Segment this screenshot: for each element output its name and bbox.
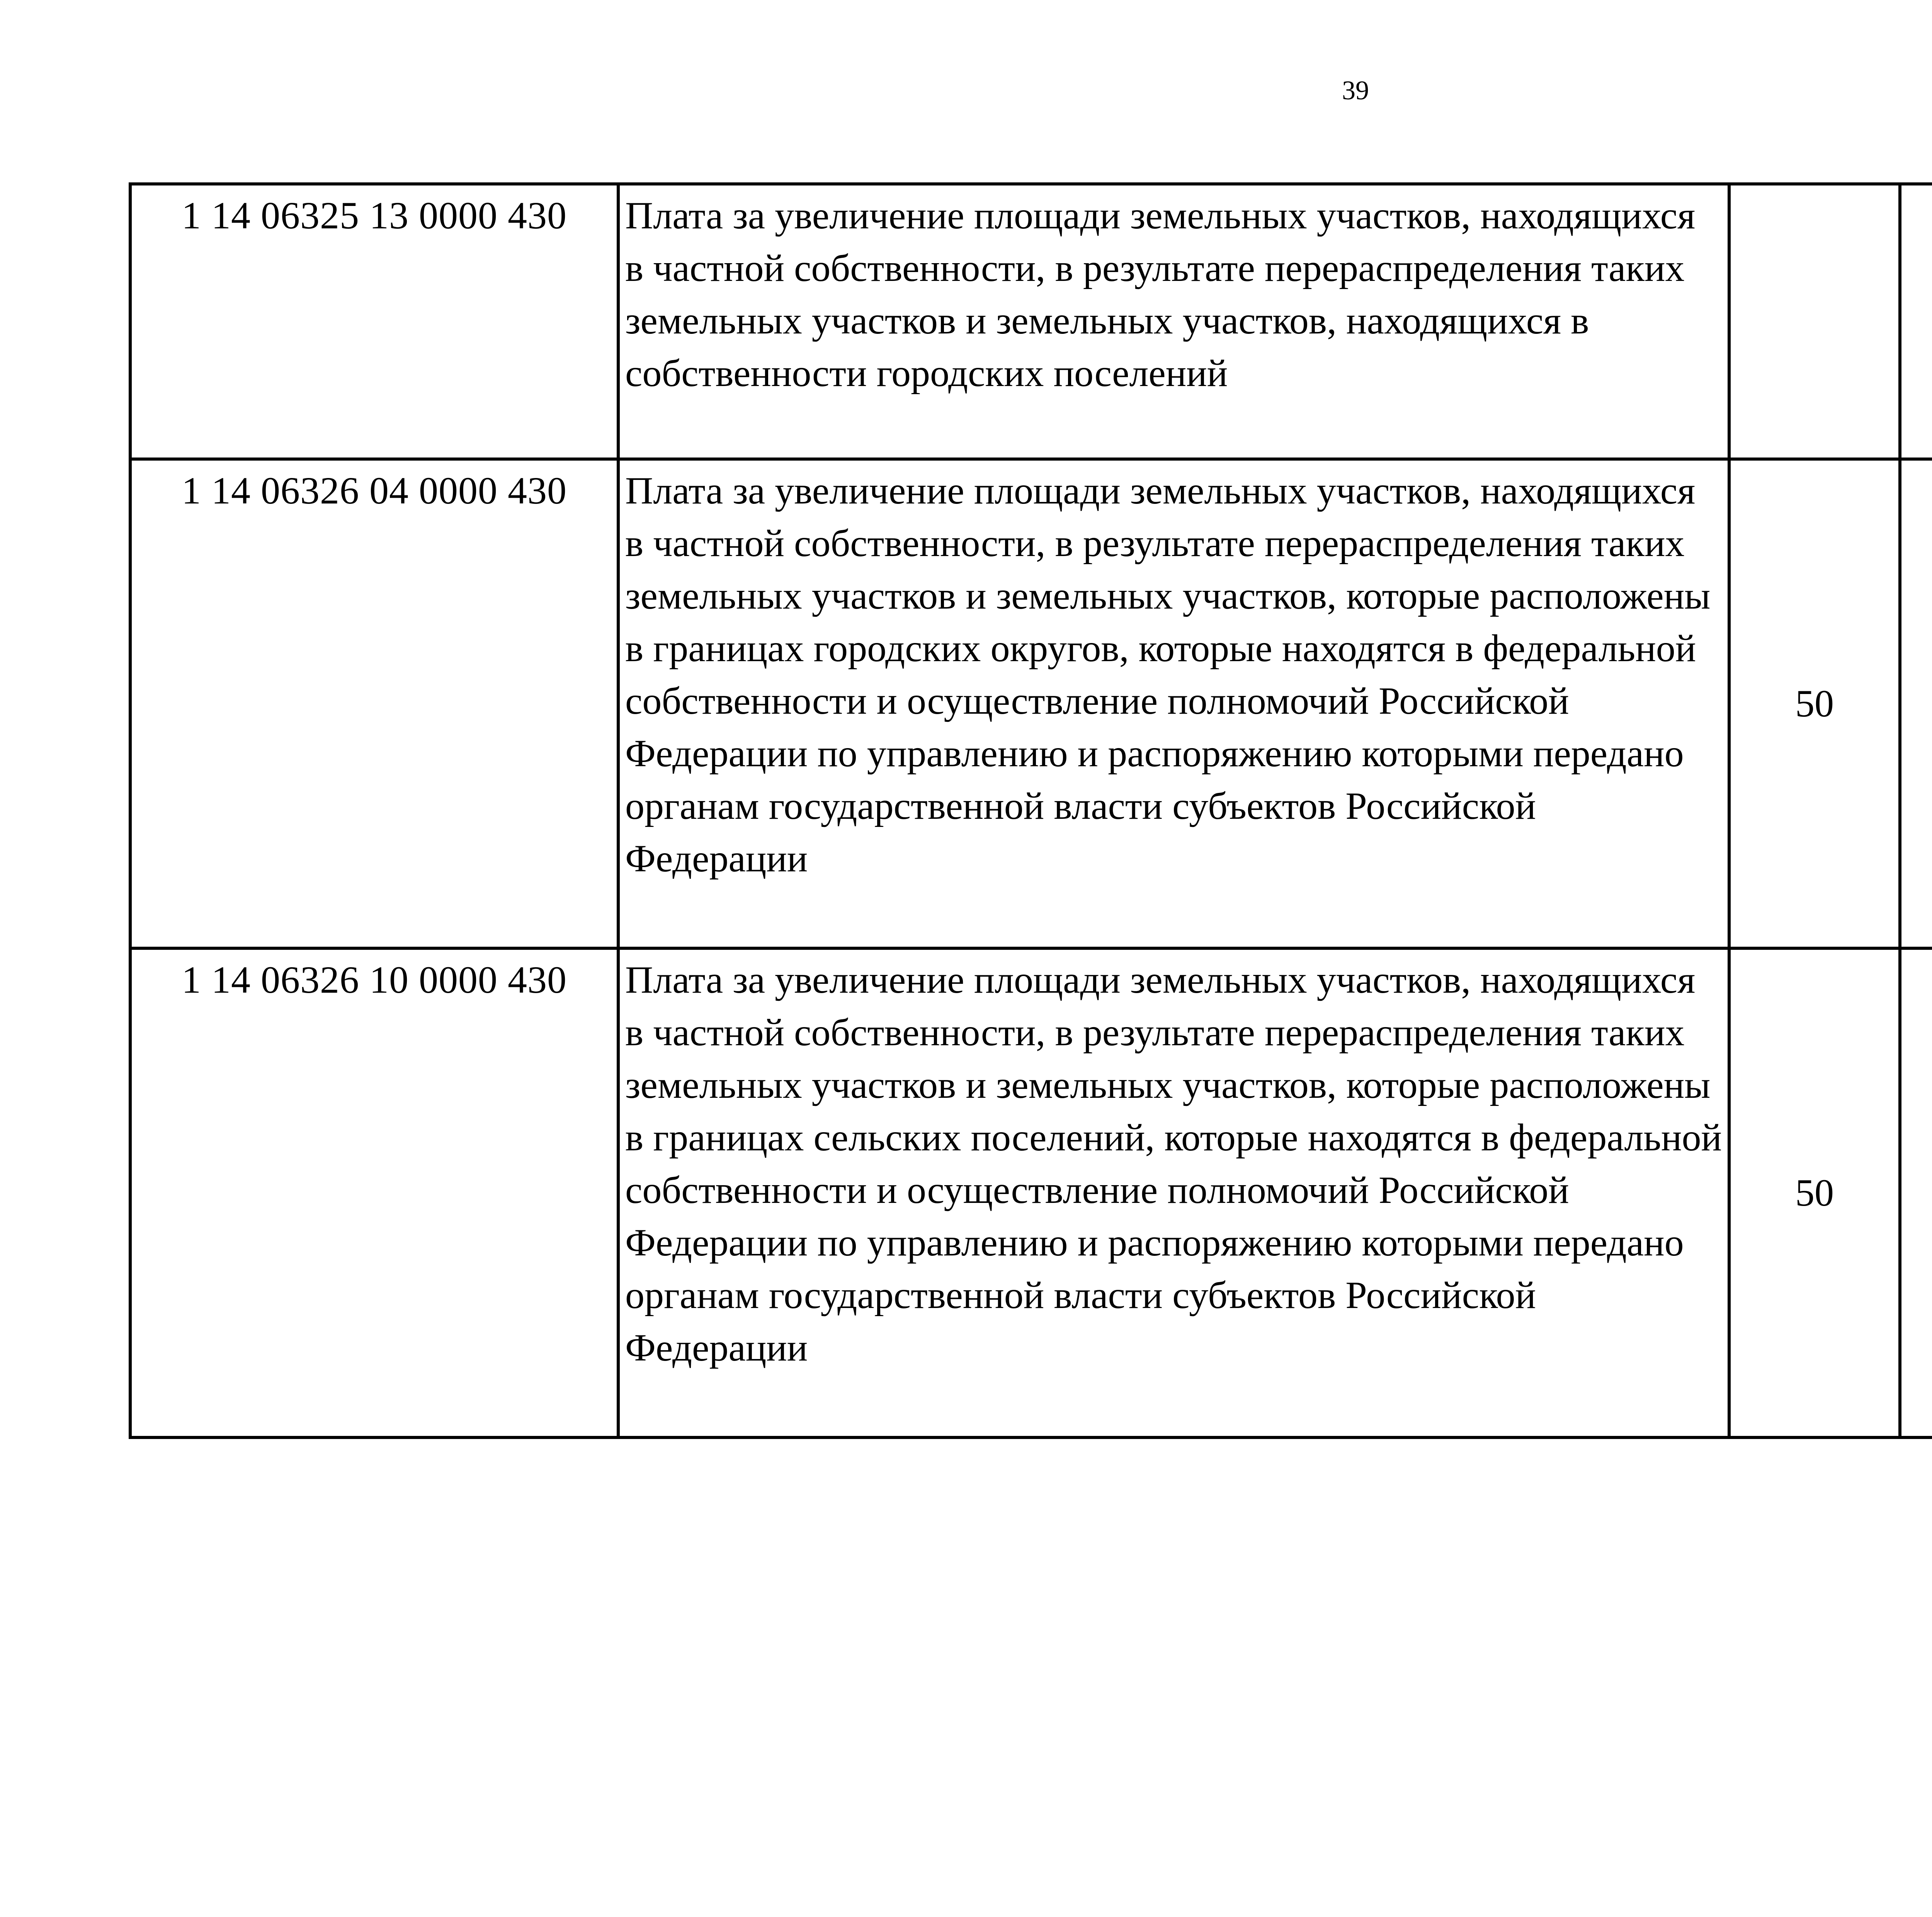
revenue-code: 1 14 06326 10 0000 430 — [130, 948, 618, 1437]
value-cell-1 — [1729, 184, 1900, 459]
value-cell-1: 50 — [1729, 459, 1900, 948]
table-row — [130, 184, 1932, 459]
revenue-name: Плата за увеличение площади земельных участков, находящихся в частной собственности, в результате перераспределения таких земельных участков и земельных участков, которые расположены в границах сельских поселений, которые находятся в федеральной собственности и осуществление полномочий Российской Федерации по управлению и распоряжению которыми передано органам государственной власти субъектов Российской Федерации — [618, 948, 1729, 1437]
table-row — [130, 948, 1932, 1437]
revenue-code: 1 14 06325 13 0000 430 — [130, 184, 618, 459]
page-number: 39 — [1342, 76, 1369, 105]
budget-revenue-table — [129, 182, 1932, 1439]
value-cell-2 — [1900, 459, 1932, 948]
value-cell-1: 50 — [1729, 948, 1900, 1437]
revenue-code: 1 14 06326 04 0000 430 — [130, 459, 618, 948]
value-cell-2 — [1900, 948, 1932, 1437]
value-cell-2 — [1900, 184, 1932, 459]
table-row — [130, 459, 1932, 948]
revenue-name: Плата за увеличение площади земельных участков, находящихся в частной собственности, в результате перераспределения таких земельных участков и земельных участков, находящихся в собственности городских поселений — [618, 184, 1729, 459]
revenue-name: Плата за увеличение площади земельных участков, находящихся в частной собственности, в результате перераспределения таких земельных участков и земельных участков, которые расположены в границах городских округов, которые находятся в федеральной собственности и осуществление полномочий Российской Федерации по управлению и распоряжению которыми передано органам государственной власти субъектов Российской Федерации — [618, 459, 1729, 948]
